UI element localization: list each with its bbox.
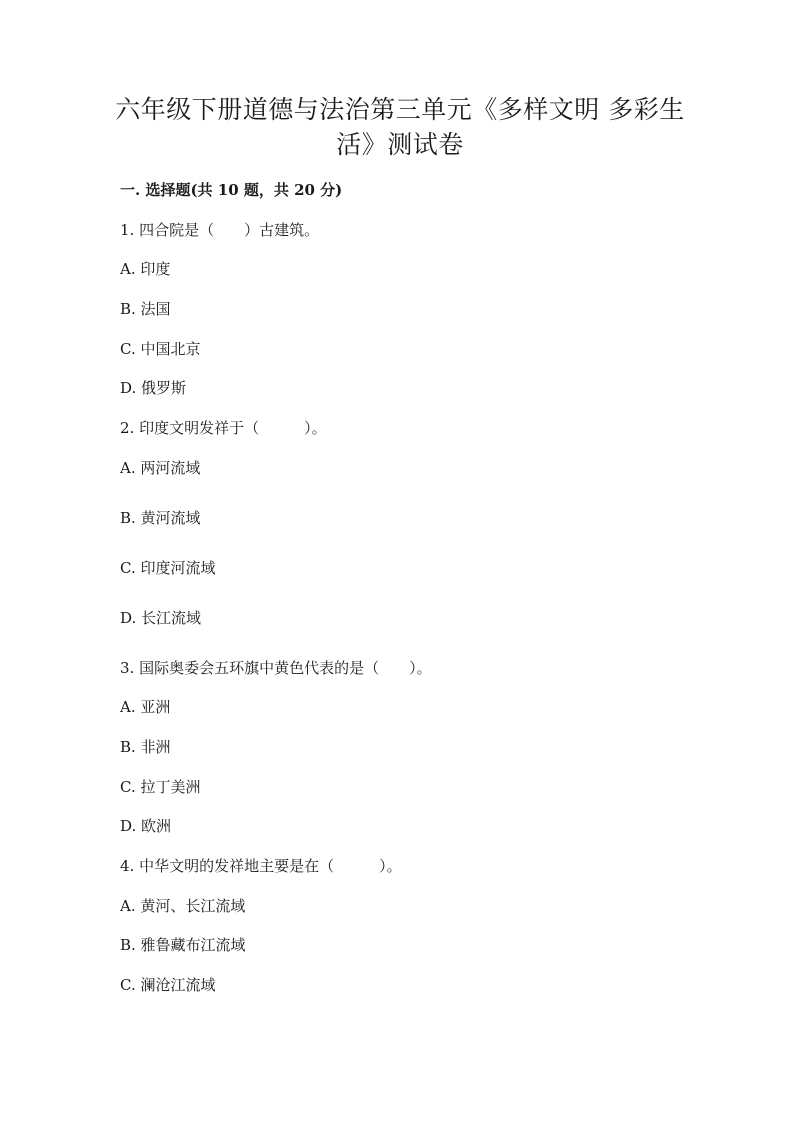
section-heading: 一. 选择题(共 10 题，共 20 分): [120, 181, 343, 199]
question-4-option-b: B. 雅鲁藏布江流域: [120, 936, 246, 954]
question-3-option-a: A. 亚洲: [120, 698, 171, 716]
question-3-option-d: D. 欧洲: [120, 817, 172, 835]
question-4-option-a: A. 黄河、长江流域: [120, 897, 246, 915]
question-stem-4: 4. 中华文明的发祥地主要是在（ ）。: [120, 857, 402, 875]
question-3-option-b: B. 非洲: [120, 738, 171, 756]
question-stem-3: 3. 国际奥委会五环旗中黄色代表的是（ ）。: [120, 659, 432, 677]
question-stem-2: 2. 印度文明发祥于（ ）。: [120, 419, 327, 437]
question-2-option-b: B. 黄河流域: [120, 509, 201, 527]
question-2-option-c: C. 印度河流域: [120, 559, 216, 577]
question-stem-1: 1. 四合院是（ ）古建筑。: [120, 221, 320, 239]
question-3-option-c: C. 拉丁美洲: [120, 778, 201, 796]
question-2-option-a: A. 两河流域: [120, 459, 201, 477]
question-1-option-b: B. 法国: [120, 300, 171, 318]
question-1-option-c: C. 中国北京: [120, 340, 201, 358]
question-1-option-a: A. 印度: [120, 260, 171, 278]
page-title: 六年级下册道德与法治第三单元《多样文明 多彩生活》测试卷: [115, 95, 685, 159]
question-4-option-c: C. 澜沧江流域: [120, 976, 216, 994]
question-2-option-d: D. 长江流域: [120, 609, 202, 627]
question-1-option-d: D. 俄罗斯: [120, 379, 187, 397]
